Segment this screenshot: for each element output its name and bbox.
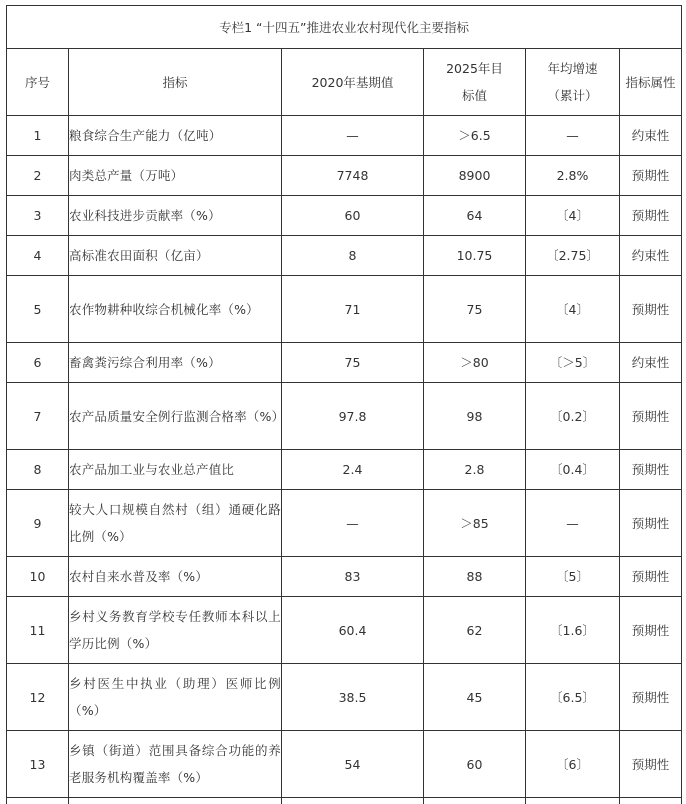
- cell-target-value: ＞85: [424, 490, 526, 557]
- cell-annual-growth: 2.8%: [526, 156, 620, 196]
- cell-attribute: 约束性: [620, 236, 682, 276]
- cell-indicator: 粮食综合生产能力（亿吨）: [69, 116, 282, 156]
- cell-attribute: 预期性: [620, 196, 682, 236]
- header-indicator: 指标: [69, 49, 282, 116]
- cell-target-value: 10.75: [424, 236, 526, 276]
- empty-cell: [424, 798, 526, 804]
- cell-base-value: 7748: [282, 156, 424, 196]
- cell-base-value: 54: [282, 731, 424, 798]
- cell-target-value: 45: [424, 664, 526, 731]
- cell-indicator: 畜禽粪污综合利用率（%）: [69, 343, 282, 383]
- cell-annual-growth: 〔2.75〕: [526, 236, 620, 276]
- cell-annual-growth: 〔4〕: [526, 276, 620, 343]
- cell-no: 7: [7, 383, 69, 450]
- cell-indicator: 农村自来水普及率（%）: [69, 557, 282, 597]
- table-row: [7, 450, 682, 490]
- table-row: [7, 597, 682, 664]
- header-target-value: 2025年目标值: [424, 49, 526, 116]
- cell-no: 9: [7, 490, 69, 557]
- cell-base-value: 2.4: [282, 450, 424, 490]
- cell-attribute: 预期性: [620, 731, 682, 798]
- table-row: [7, 383, 682, 450]
- empty-cell: [282, 798, 424, 804]
- cell-indicator: 农业科技进步贡献率（%）: [69, 196, 282, 236]
- cell-annual-growth: 〔6〕: [526, 731, 620, 798]
- cell-annual-growth: 〔4〕: [526, 196, 620, 236]
- cell-no: 5: [7, 276, 69, 343]
- cell-target-value: 64: [424, 196, 526, 236]
- cell-base-value: —: [282, 116, 424, 156]
- header-attribute: 指标属性: [620, 49, 682, 116]
- table-row: [7, 276, 682, 343]
- table-row: [7, 664, 682, 731]
- table-row: [7, 731, 682, 798]
- cell-attribute: 预期性: [620, 557, 682, 597]
- cell-base-value: 60.4: [282, 597, 424, 664]
- table-row: [7, 343, 682, 383]
- cell-attribute: 预期性: [620, 276, 682, 343]
- cell-target-value: 8900: [424, 156, 526, 196]
- table-body: [7, 116, 682, 804]
- cell-no: 3: [7, 196, 69, 236]
- cell-attribute: 预期性: [620, 597, 682, 664]
- cell-attribute: 约束性: [620, 343, 682, 383]
- cell-no: 1: [7, 116, 69, 156]
- cell-target-value: ＞6.5: [424, 116, 526, 156]
- cell-annual-growth: —: [526, 116, 620, 156]
- cell-annual-growth: 〔5〕: [526, 557, 620, 597]
- cell-base-value: —: [282, 490, 424, 557]
- cell-no: 6: [7, 343, 69, 383]
- cell-target-value: ＞80: [424, 343, 526, 383]
- header-annual-growth: 年均增速（累计）: [526, 49, 620, 116]
- cell-annual-growth: 〔＞5〕: [526, 343, 620, 383]
- cell-indicator: 乡镇（街道）范围具备综合功能的养老服务机构覆盖率（%）: [69, 731, 282, 798]
- cell-target-value: 75: [424, 276, 526, 343]
- header-base-value: 2020年基期值: [282, 49, 424, 116]
- empty-cell: [69, 798, 282, 804]
- table-row: [7, 236, 682, 276]
- cell-attribute: 预期性: [620, 156, 682, 196]
- table-row: [7, 116, 682, 156]
- cell-target-value: 62: [424, 597, 526, 664]
- cell-indicator: 乡村义务教育学校专任教师本科以上学历比例（%）: [69, 597, 282, 664]
- cell-base-value: 8: [282, 236, 424, 276]
- table-row: [7, 156, 682, 196]
- cell-target-value: 60: [424, 731, 526, 798]
- cell-no: 4: [7, 236, 69, 276]
- cell-indicator: 高标准农田面积（亿亩）: [69, 236, 282, 276]
- cell-target-value: 88: [424, 557, 526, 597]
- cell-target-value: 98: [424, 383, 526, 450]
- cell-base-value: 75: [282, 343, 424, 383]
- table-row: [7, 196, 682, 236]
- cell-base-value: 97.8: [282, 383, 424, 450]
- table-title: 专栏1 “十四五”推进农业农村现代化主要指标: [7, 6, 682, 49]
- table-title-row: [7, 6, 682, 49]
- cell-indicator: 乡村医生中执业（助理）医师比例（%）: [69, 664, 282, 731]
- cell-indicator: 农产品加工业与农业总产值比: [69, 450, 282, 490]
- table-continuation-row: [7, 798, 682, 804]
- cell-annual-growth: —: [526, 490, 620, 557]
- empty-cell: [620, 798, 682, 804]
- cell-indicator: 较大人口规模自然村（组）通硬化路比例（%）: [69, 490, 282, 557]
- cell-annual-growth: 〔0.4〕: [526, 450, 620, 490]
- header-no: 序号: [7, 49, 69, 116]
- cell-attribute: 预期性: [620, 383, 682, 450]
- cell-indicator: 肉类总产量（万吨）: [69, 156, 282, 196]
- cell-annual-growth: 〔0.2〕: [526, 383, 620, 450]
- empty-cell: [526, 798, 620, 804]
- cell-base-value: 38.5: [282, 664, 424, 731]
- cell-base-value: 60: [282, 196, 424, 236]
- cell-base-value: 71: [282, 276, 424, 343]
- cell-attribute: 预期性: [620, 490, 682, 557]
- header-row: [7, 49, 682, 116]
- indicators-table: [6, 5, 682, 804]
- cell-indicator: 农产品质量安全例行监测合格率（%）: [69, 383, 282, 450]
- cell-attribute: 预期性: [620, 450, 682, 490]
- cell-attribute: 约束性: [620, 116, 682, 156]
- cell-no: 8: [7, 450, 69, 490]
- cell-target-value: 2.8: [424, 450, 526, 490]
- cell-annual-growth: 〔6.5〕: [526, 664, 620, 731]
- cell-no: 2: [7, 156, 69, 196]
- cell-no: 12: [7, 664, 69, 731]
- table-row: [7, 490, 682, 557]
- cell-attribute: 预期性: [620, 664, 682, 731]
- cell-no: 11: [7, 597, 69, 664]
- table-row: [7, 557, 682, 597]
- cell-annual-growth: 〔1.6〕: [526, 597, 620, 664]
- cell-indicator: 农作物耕种收综合机械化率（%）: [69, 276, 282, 343]
- empty-cell: [7, 798, 69, 804]
- cell-base-value: 83: [282, 557, 424, 597]
- cell-no: 10: [7, 557, 69, 597]
- cell-no: 13: [7, 731, 69, 798]
